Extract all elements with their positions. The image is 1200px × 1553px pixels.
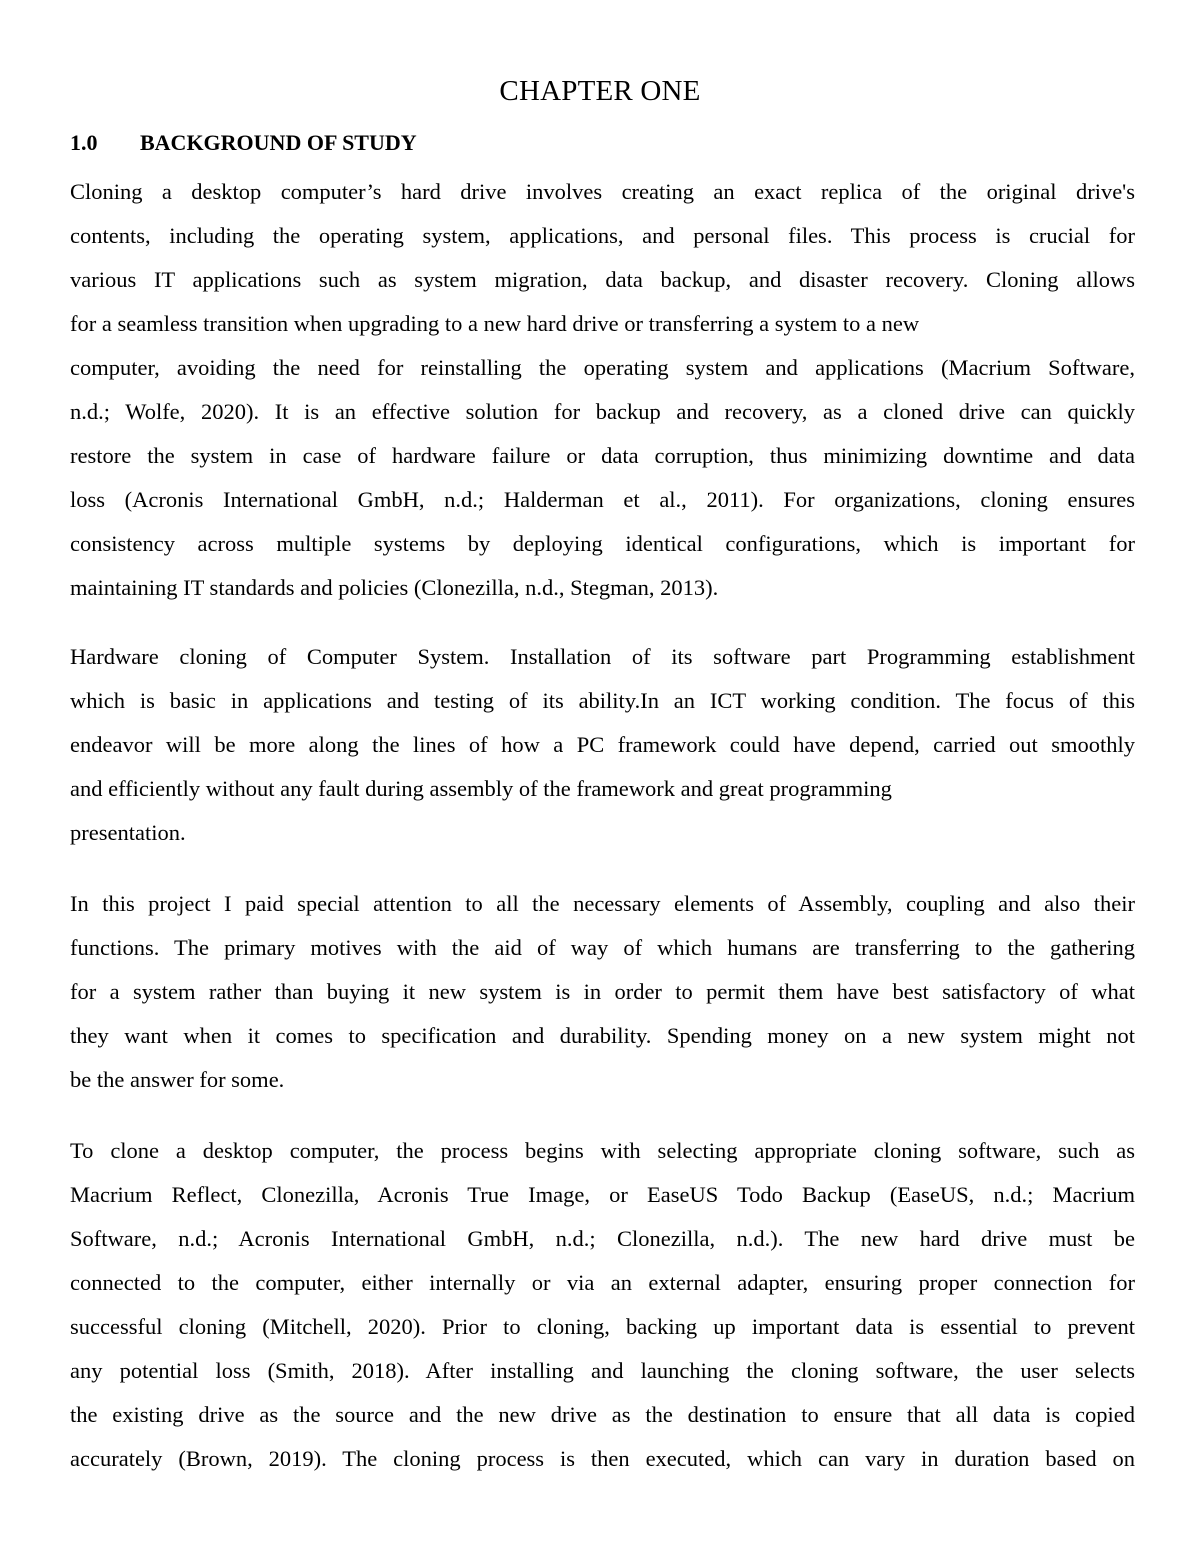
paragraph-line: for a system rather than buying it new system is in order to permit them have best satisfactory of what (70, 979, 1135, 1004)
paragraph-line: successful cloning (Mitchell, 2020). Prior to cloning, backing up important data is essential to prevent (70, 1314, 1135, 1339)
paragraph-line: any potential loss (Smith, 2018). After installing and launching the cloning software, the user selects (70, 1358, 1135, 1383)
paragraph-line: accurately (Brown, 2019). The cloning process is then executed, which can vary in duration based on (70, 1446, 1135, 1471)
paragraph-line: Cloning a desktop computer’s hard drive involves creating an exact replica of the original drive's (70, 179, 1135, 204)
paragraph-4 (70, 1129, 1135, 1481)
paragraph-line: restore the system in case of hardware failure or data corruption, thus minimizing downtime and data (70, 443, 1135, 468)
paragraph-line: n.d.; Wolfe, 2020). It is an effective solution for backup and recovery, as a cloned drive can quickly (70, 399, 1135, 424)
paragraph-line: they want when it comes to specification and durability. Spending money on a new system might not (70, 1023, 1135, 1048)
paragraph-3 (70, 882, 1135, 1102)
paragraph-line: In this project I paid special attention to all the necessary elements of Assembly, coupling and also their (70, 891, 1135, 916)
paragraph-line: Macrium Reflect, Clonezilla, Acronis True Image, or EaseUS Todo Backup (EaseUS, n.d.; Macrium (70, 1182, 1135, 1207)
paragraph-line: functions. The primary motives with the aid of way of which humans are transferring to the gathering (70, 935, 1135, 960)
section-heading (70, 127, 1130, 159)
paragraph-line: contents, including the operating system, applications, and personal files. This process is crucial for (70, 223, 1135, 248)
paragraph-2 (70, 635, 1135, 855)
paragraph-line: the existing drive as the source and the new drive as the destination to ensure that all data is copied (70, 1402, 1135, 1427)
paragraph-line: which is basic in applications and testing of its ability.In an ICT working condition. The focus of this (70, 688, 1135, 713)
paragraph-line: To clone a desktop computer, the process begins with selecting appropriate cloning software, such as (70, 1138, 1135, 1163)
paragraph-line: maintaining IT standards and policies (Clonezilla, n.d., Stegman, 2013). (70, 575, 719, 600)
paragraph-line: be the answer for some. (70, 1067, 285, 1092)
paragraph-line: computer, avoiding the need for reinstalling the operating system and applications (Macrium Software, (70, 355, 1135, 380)
paragraph-line: Hardware cloning of Computer System. Installation of its software part Programming establishment (70, 644, 1135, 669)
paragraph-line: for a seamless transition when upgrading to a new hard drive or transferring a system to a new (70, 311, 920, 336)
section-number: 1.0 (70, 130, 98, 155)
paragraph-line: connected to the computer, either internally or via an external adapter, ensuring proper connection for (70, 1270, 1135, 1295)
paragraph-line: various IT applications such as system migration, data backup, and disaster recovery. Cloning allows (70, 267, 1135, 292)
paragraph-line: loss (Acronis International GmbH, n.d.; Halderman et al., 2011). For organizations, cloning ensures (70, 487, 1135, 512)
chapter-title: CHAPTER ONE (499, 75, 701, 107)
paragraph-1 (70, 170, 1135, 610)
paragraph-line: Software, n.d.; Acronis International GmbH, n.d.; Clonezilla, n.d.). The new hard drive must be (70, 1226, 1135, 1251)
paragraph-line: and efficiently without any fault during assembly of the framework and great programming (70, 776, 892, 801)
paragraph-line: endeavor will be more along the lines of how a PC framework could have depend, carried out smoothly (70, 732, 1135, 757)
section-title: BACKGROUND OF STUDY (140, 130, 417, 155)
paragraph-line: presentation. (70, 820, 186, 845)
paragraph-line: consistency across multiple systems by deploying identical configurations, which is important for (70, 531, 1135, 556)
